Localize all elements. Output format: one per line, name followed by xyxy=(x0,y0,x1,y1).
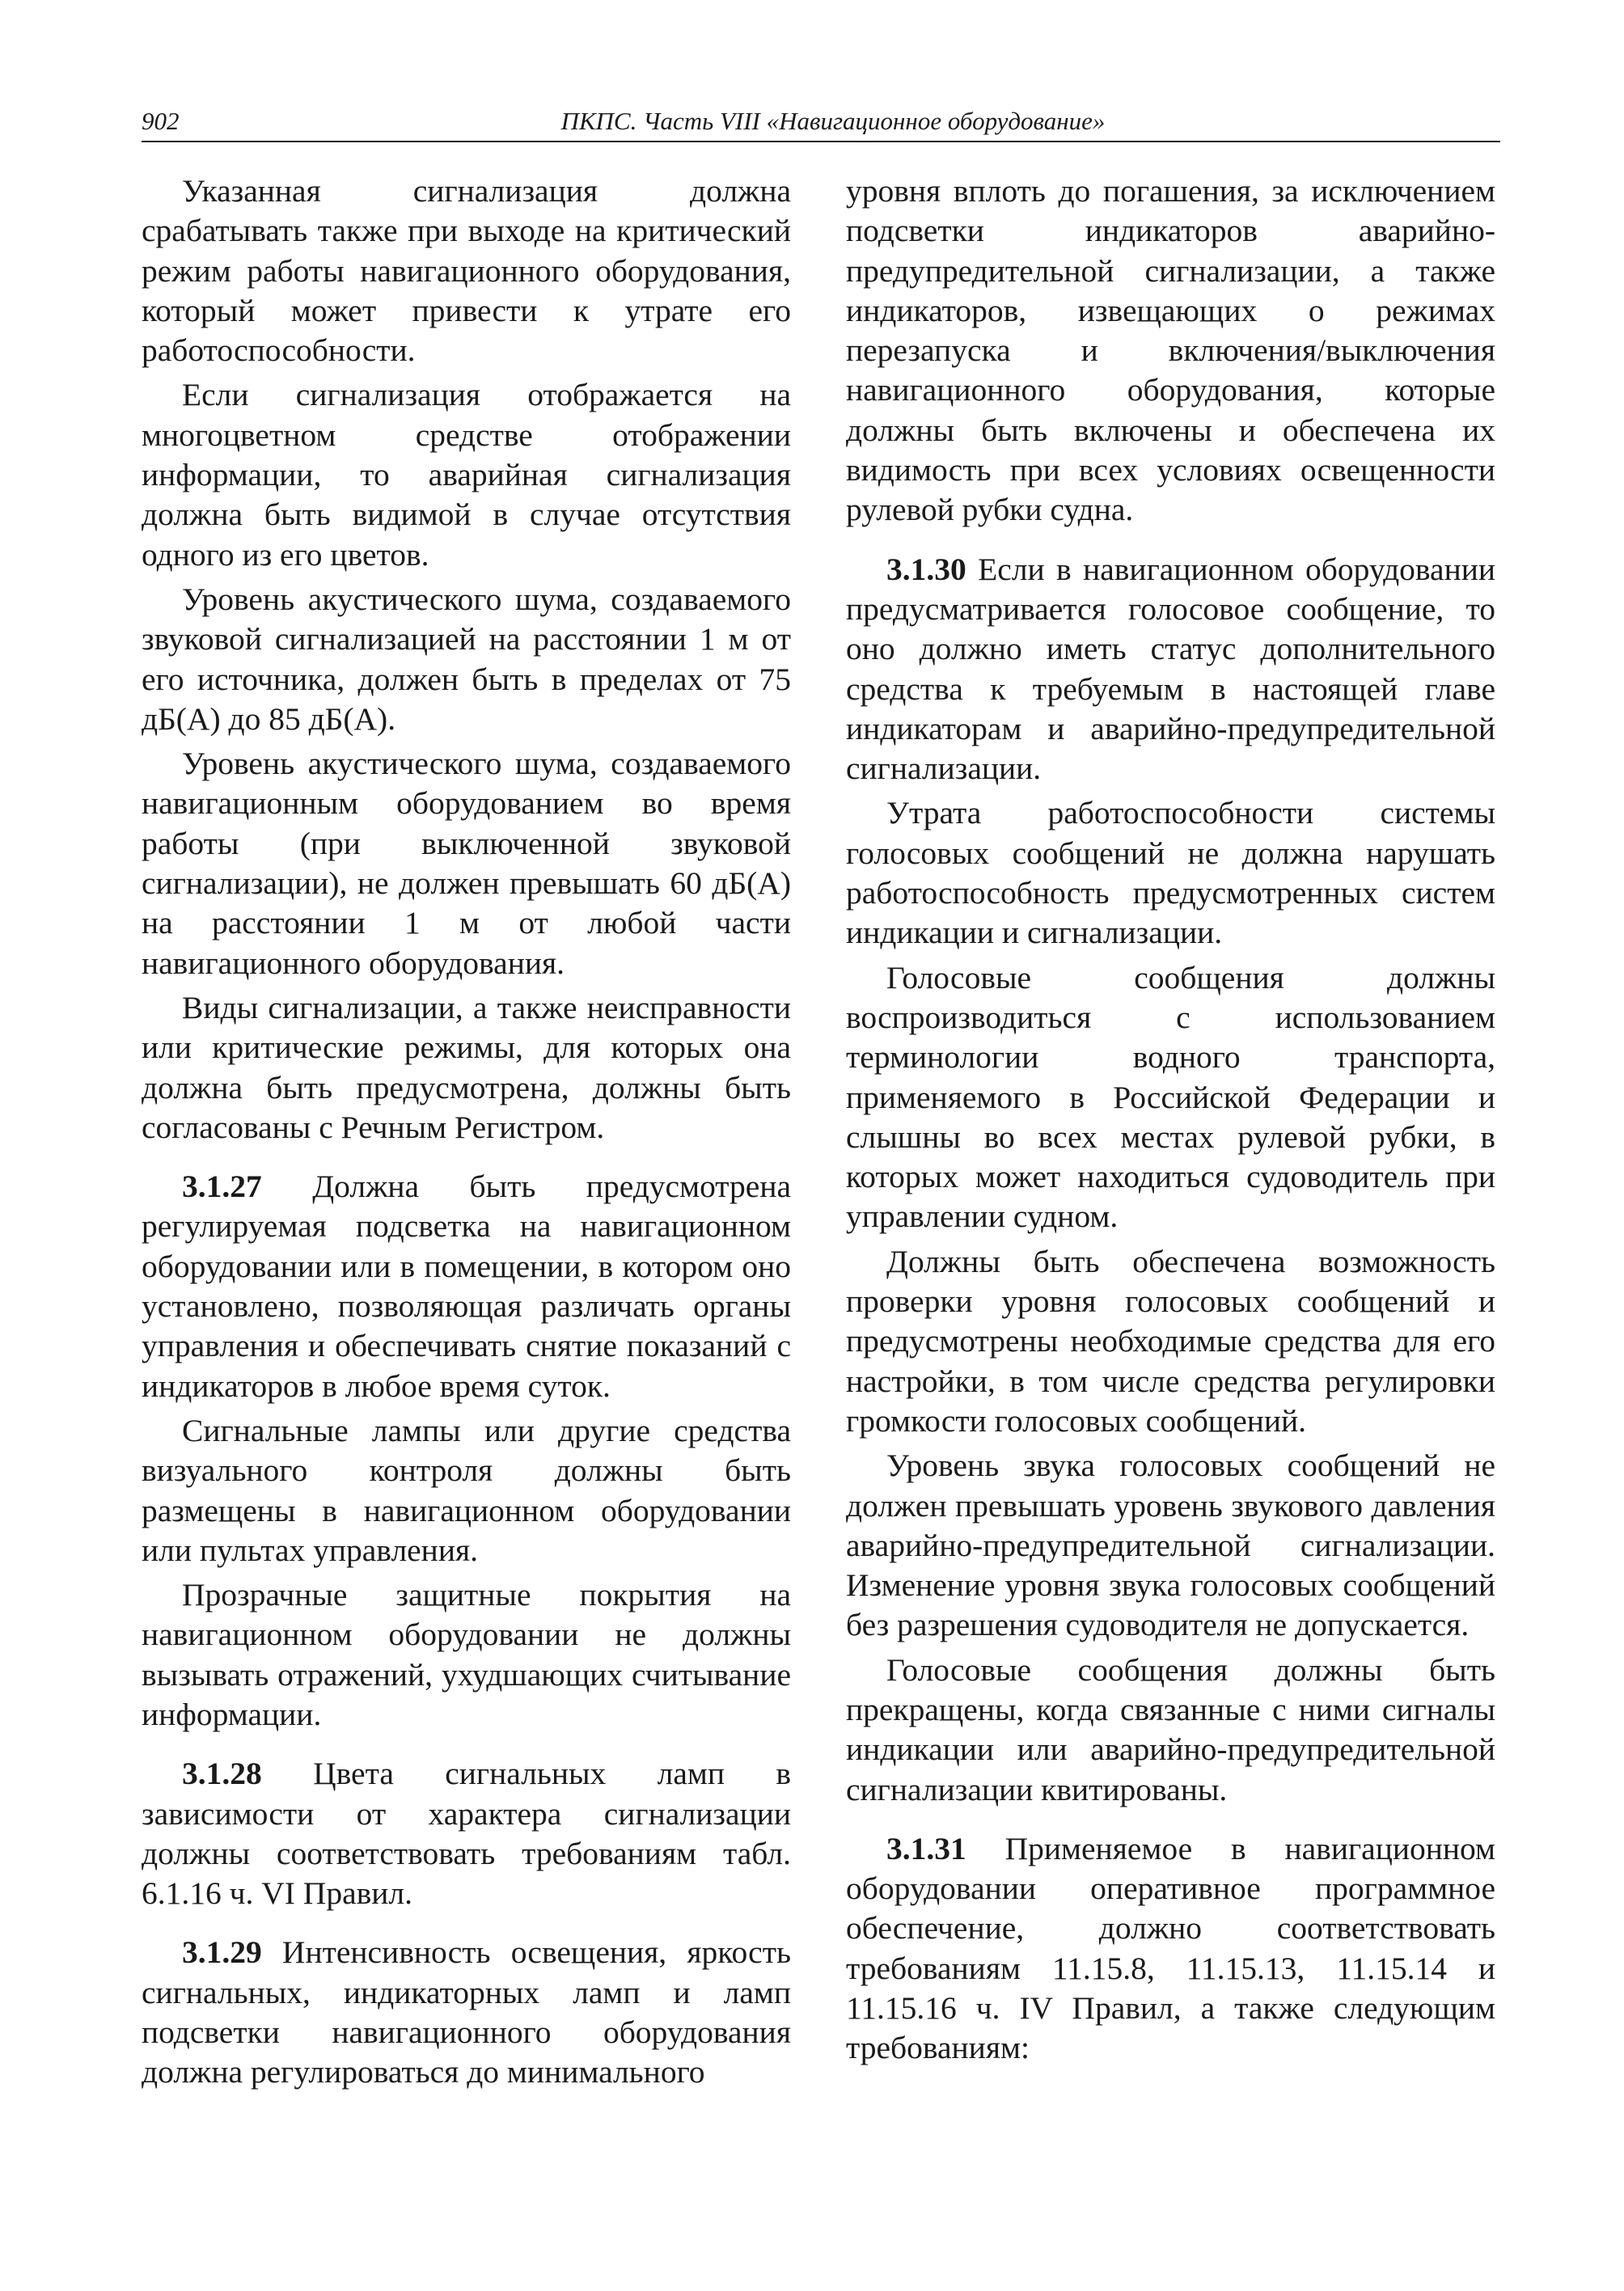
paragraph xyxy=(846,958,1495,1237)
paragraph-text: Интенсивность освещения, яркость сигнальных, индикаторных ламп и ламп подсветки навигационного оборудования должна регулироваться до минимального xyxy=(142,1934,791,2090)
clause-3-1-27 xyxy=(142,1167,791,1406)
paragraph-text: Если сигнализация отображается на многоцветном средстве отображении информации, то аварийная сигнализация должна быть видимой в случае отсутствия одного из его цветов. xyxy=(142,377,791,573)
paragraph-text: Применяемое в навигационном оборудовании оперативное программное обеспечение, должно соответствовать требованиям 11.15.8, 11.15.13, 11.15.14 и 11.15.16 ч. IV Правил, а также следующим требованиям: xyxy=(846,1830,1496,2066)
page-number: 902 xyxy=(142,107,180,135)
clause-number: 3.1.27 xyxy=(182,1169,262,1205)
right-column xyxy=(846,171,1495,2073)
paragraph-text: Прозрачные защитные покрытия на навигационном оборудовании не должны вызывать отражений, ухудшающих считывание информации. xyxy=(142,1577,791,1732)
paragraph-text: Цвета сигнальных ламп в зависимости от характера сигнализации должны соответствовать требованиям табл. 6.1.16 ч. VI Правил. xyxy=(142,1756,792,1912)
paragraph xyxy=(142,1575,791,1735)
paragraph xyxy=(142,375,791,574)
paragraph-text: Сигнальные лампы или другие средства визуального контроля должны быть размещены в навигационном оборудовании или пультах управления. xyxy=(142,1412,791,1568)
paragraph xyxy=(846,1651,1495,1810)
paragraph-text: Виды сигнализации, а также неисправности или критические режимы, для которых она должна быть предусмотрена, должны быть согласованы с Речным Регистром. xyxy=(142,989,791,1145)
clause-number: 3.1.28 xyxy=(182,1756,262,1792)
paragraph-text: Должна быть предусмотрена регулируемая подсветка на навигационном оборудовании или в помещении, в котором оно установлено, позволяющая различать органы управления и обеспечивать снятие показаний с индикаторов в любое время суток. xyxy=(142,1169,792,1404)
paragraph xyxy=(142,1411,791,1570)
paragraph xyxy=(142,171,791,370)
paragraph xyxy=(142,744,791,983)
clause-number: 3.1.30 xyxy=(886,551,966,587)
paragraph-text: Должны быть обеспечена возможность проверки уровня голосовых сообщений и предусмотрены необходимые средства для его настройки, в том числе средства регулировки громкости голосовых сообщений. xyxy=(846,1243,1495,1439)
paragraph-text: Голосовые сообщения должны быть прекращены, когда связанные с ними сигналы индикации или аварийно-предупредительной сигнализации квитированы. xyxy=(846,1651,1495,1807)
paragraph xyxy=(142,580,791,739)
page-header xyxy=(142,104,1500,142)
paragraph-continued xyxy=(846,171,1495,530)
clause-number: 3.1.31 xyxy=(886,1830,966,1866)
left-column xyxy=(142,171,791,2098)
paragraph-text: уровня вплоть до погашения, за исключением подсветки индикаторов аварийно-предупредительной сигнализации, а также индикаторов, извещающих о режимах перезапуска и включения/выключения навигационного оборудования, которые должны быть включены и обеспечена их видимость при всех условиях освещенности рулевой рубки судна. xyxy=(846,173,1495,528)
clause-3-1-29 xyxy=(142,1933,791,2092)
clause-3-1-30 xyxy=(846,550,1495,789)
paragraph-text: Уровень акустического шума, создаваемого навигационным оборудованием во время работы (при выключенной звуковой сигнализации), не должен превышать 60 дБ(А) на расстоянии 1 м от любой части навигационного оборудования. xyxy=(142,746,791,981)
running-title: ПКПС. Часть VIII «Навигационное оборудование» xyxy=(560,107,1106,135)
paragraph-text: Указанная сигнализация должна срабатывать также при выходе на критический режим работы навигационного оборудования, который может привести к утрате его работоспособности. xyxy=(142,173,791,369)
paragraph-text: Утрата работоспособности системы голосовых сообщений не должна нарушать работоспособность предусмотренных систем индикации и сигнализации. xyxy=(846,795,1495,951)
paragraph-text: Уровень акустического шума, создаваемого звуковой сигнализацией на расстоянии 1 м от его источника, должен быть в пределах от 75 дБ(А) до 85 дБ(А). xyxy=(142,581,791,737)
paragraph-text: Уровень звука голосовых сообщений не должен превышать уровень звукового давления аварийно-предупредительной сигнализации. Изменение уровня звука голосовых сообщений без разрешения судоводителя не допускается. xyxy=(846,1448,1495,1643)
clause-3-1-28 xyxy=(142,1754,791,1913)
paragraph xyxy=(142,988,791,1148)
paragraph xyxy=(846,1242,1495,1441)
paragraph-text: Голосовые сообщения должны воспроизводиться с использованием терминологии водного транспорта, применяемого в Российской Федерации и слышны во всех местах рулевой рубки, в которых может находиться судоводитель при управлении судном. xyxy=(846,959,1495,1235)
paragraph-text: Если в навигационном оборудовании предусматривается голосовое сообщение, то оно должно иметь статус дополнительного средства к требуемым в настоящей главе индикаторам и аварийно-предупредительной сигнализации. xyxy=(846,551,1496,787)
clause-3-1-31 xyxy=(846,1829,1495,2069)
paragraph xyxy=(846,793,1495,953)
paragraph xyxy=(846,1446,1495,1645)
clause-number: 3.1.29 xyxy=(182,1934,262,1971)
